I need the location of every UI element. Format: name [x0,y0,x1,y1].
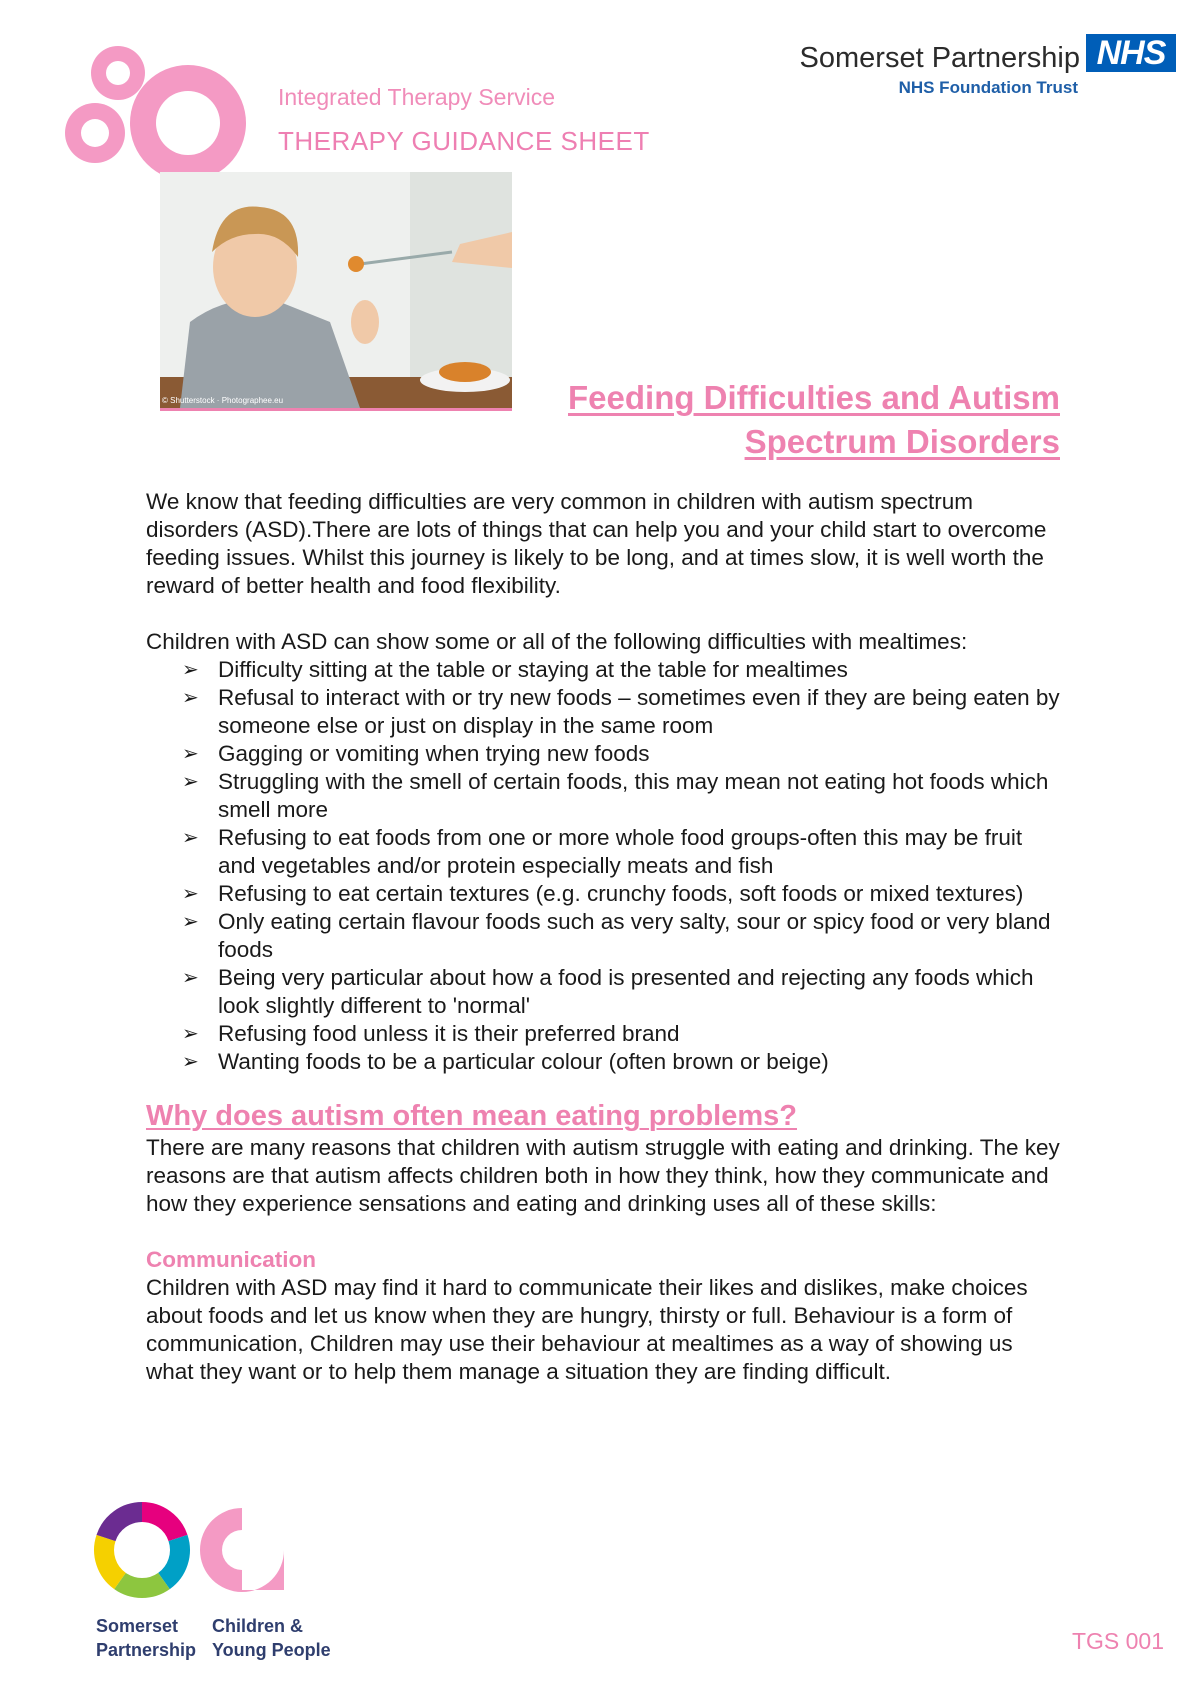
why-heading: Why does autism often mean eating problems? [146,1100,797,1132]
list-item: ➢ Being very particular about how a food is presented and rejecting any foods which look slightly different to 'normal' [182,965,1034,1018]
arrow-bullet-icon: ➢ [182,659,199,681]
trust-subtitle: NHS Foundation Trust [898,78,1078,97]
why-paragraph: There are many reasons that children with autism struggle with eating and drinking. The key reasons are that autism affects children both in how they think, how they communicate and how they experience sensations and eating and drinking uses all of these skills: [146,1135,1060,1216]
difficulties-intro: Children with ASD can show some or all of the following difficulties with mealtimes: [146,629,968,654]
document-title [540,376,1060,464]
arrow-bullet-icon: ➢ [182,1023,199,1045]
communication-heading: Communication [146,1247,317,1272]
arrow-bullet-icon: ➢ [182,743,199,765]
list-item: ➢ Struggling with the smell of certain foods, this may mean not eating hot foods which smell more [182,769,1049,822]
nhs-logo-badge: NHS [1086,34,1176,72]
list-item: ➢ Refusing to eat certain textures (e.g. crunchy foods, soft foods or mixed textures) [182,881,1024,906]
photo-underline [160,408,512,411]
intro-paragraph: We know that feeding difficulties are very common in children with autism spectrum disorders (ASD).There are lots of things that can help you and your child start to overcome feeding issues. Whilst this journey is likely to be long, and at times slow, it is well worth the reward of better health and food flexibility. [146,489,1047,598]
children-young-people-label: Children & Young People [212,1616,331,1660]
communication-paragraph: Children with ASD may find it hard to communicate their likes and dislikes, make choices about foods and let us know when they are hungry, thirsty or full. Behaviour is a form of communication, Children may use their behaviour at mealtimes as a way of showing us what they want or to help them manage a situation they are finding difficult. [146,1275,1028,1384]
arrow-bullet-icon: ➢ [182,883,199,905]
arrow-bullet-icon: ➢ [182,687,199,709]
trust-name: Somerset Partnership [799,42,1080,74]
arrow-bullet-icon: ➢ [182,771,199,793]
list-item: ➢ Refusal to interact with or try new foods – sometimes even if they are being eaten by someone else or just on display in the same room [182,685,1060,738]
service-name: Integrated Therapy Service [278,84,556,110]
document-title-line-1: Feeding Difficulties and Autism [568,379,1060,416]
integrated-therapy-logo [60,38,260,188]
list-item: ➢ Refusing to eat foods from one or more whole food groups-often this may be fruit and vegetables and/or protein especially meats and fish [182,825,1023,878]
photo-credit: © Shutterstock · Photographee.eu [162,396,284,405]
main-content [146,488,1062,1386]
arrow-bullet-icon: ➢ [182,967,199,989]
arrow-bullet-icon: ➢ [182,1051,199,1073]
reference-code: TGS 001 [1071,1628,1164,1654]
child-refusing-food-photo [160,172,512,408]
arrow-bullet-icon: ➢ [182,911,199,933]
document-title-line-2: Spectrum Disorders [744,423,1060,460]
list-item: ➢ Difficulty sitting at the table or staying at the table for mealtimes [182,657,848,682]
list-item: ➢ Only eating certain flavour foods such as very salty, sour or spicy food or very bland foods [182,909,1051,962]
list-item: ➢ Gagging or vomiting when trying new foods [182,741,650,766]
list-item: ➢ Refusing food unless it is their preferred brand [182,1021,680,1046]
somerset-partnership-label: Somerset Partnership [96,1616,197,1660]
difficulties-list [146,656,1062,1076]
arrow-bullet-icon: ➢ [182,827,199,849]
list-item: ➢ Wanting foods to be a particular colour (often brown or beige) [182,1049,829,1074]
sheet-title: THERAPY GUIDANCE SHEET [278,126,650,156]
